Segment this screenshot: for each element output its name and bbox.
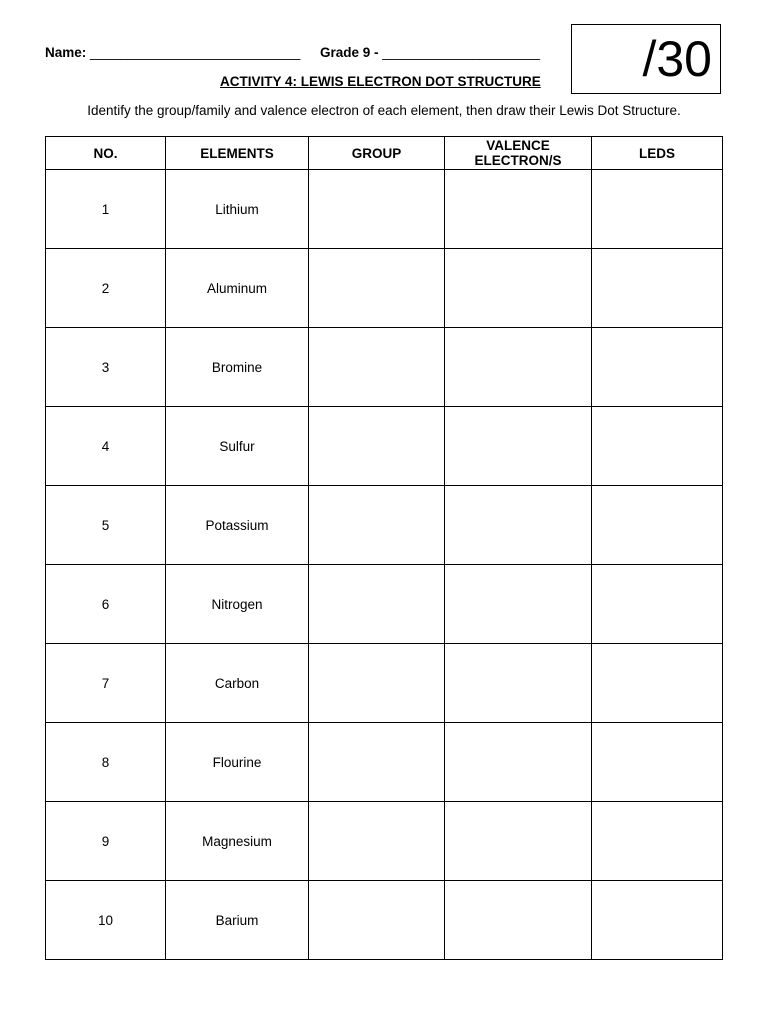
cell-element: Sulfur xyxy=(166,407,309,486)
cell-no: 8 xyxy=(46,723,166,802)
table-row xyxy=(46,802,723,881)
cell-leds[interactable] xyxy=(592,802,723,881)
cell-no: 4 xyxy=(46,407,166,486)
cell-element: Flourine xyxy=(166,723,309,802)
cell-leds[interactable] xyxy=(592,407,723,486)
activity-title: ACTIVITY 4: LEWIS ELECTRON DOT STRUCTURE xyxy=(220,74,541,89)
table-row xyxy=(46,249,723,328)
cell-group[interactable] xyxy=(309,565,445,644)
cell-leds[interactable] xyxy=(592,249,723,328)
table-row xyxy=(46,565,723,644)
cell-element: Lithium xyxy=(166,170,309,249)
cell-group[interactable] xyxy=(309,407,445,486)
cell-no: 2 xyxy=(46,249,166,328)
table-header-row xyxy=(46,137,723,170)
cell-leds[interactable] xyxy=(592,486,723,565)
instructions: Identify the group/family and valence electron of each element, then draw their Lewis Dot Structure. xyxy=(87,103,681,118)
elements-table xyxy=(45,136,723,960)
column-header-group: GROUP xyxy=(309,137,445,170)
cell-valence[interactable] xyxy=(445,170,592,249)
cell-valence[interactable] xyxy=(445,881,592,960)
cell-valence[interactable] xyxy=(445,486,592,565)
column-header-no: NO. xyxy=(46,137,166,170)
table-row xyxy=(46,170,723,249)
table-row xyxy=(46,723,723,802)
cell-group[interactable] xyxy=(309,486,445,565)
cell-group[interactable] xyxy=(309,328,445,407)
cell-no: 5 xyxy=(46,486,166,565)
column-header-valence: VALENCE ELECTRON/S xyxy=(445,137,592,170)
cell-element: Aluminum xyxy=(166,249,309,328)
column-header-elements: ELEMENTS xyxy=(166,137,309,170)
cell-group[interactable] xyxy=(309,881,445,960)
table-row xyxy=(46,407,723,486)
cell-valence[interactable] xyxy=(445,328,592,407)
cell-valence[interactable] xyxy=(445,723,592,802)
score-total: /30 xyxy=(642,31,712,87)
name-field[interactable] xyxy=(45,45,300,60)
table-row xyxy=(46,328,723,407)
cell-element: Bromine xyxy=(166,328,309,407)
cell-leds[interactable] xyxy=(592,328,723,407)
cell-leds[interactable] xyxy=(592,881,723,960)
cell-element: Barium xyxy=(166,881,309,960)
cell-element: Potassium xyxy=(166,486,309,565)
cell-valence[interactable] xyxy=(445,407,592,486)
cell-no: 7 xyxy=(46,644,166,723)
grade-blank[interactable]: _____________________ xyxy=(382,45,540,60)
score-box xyxy=(571,24,721,94)
cell-no: 9 xyxy=(46,802,166,881)
cell-no: 1 xyxy=(46,170,166,249)
cell-no: 3 xyxy=(46,328,166,407)
cell-leds[interactable] xyxy=(592,723,723,802)
cell-leds[interactable] xyxy=(592,170,723,249)
cell-valence[interactable] xyxy=(445,644,592,723)
cell-group[interactable] xyxy=(309,802,445,881)
table-row xyxy=(46,644,723,723)
cell-leds[interactable] xyxy=(592,565,723,644)
name-blank[interactable]: ____________________________ xyxy=(90,45,301,60)
grade-label: Grade 9 - xyxy=(320,45,379,60)
name-label: Name: xyxy=(45,45,87,60)
cell-group[interactable] xyxy=(309,170,445,249)
cell-no: 6 xyxy=(46,565,166,644)
cell-no: 10 xyxy=(46,881,166,960)
cell-valence[interactable] xyxy=(445,802,592,881)
table-row xyxy=(46,486,723,565)
column-header-leds: LEDS xyxy=(592,137,723,170)
grade-field[interactable] xyxy=(320,45,540,60)
table-row xyxy=(46,881,723,960)
cell-group[interactable] xyxy=(309,249,445,328)
cell-element: Magnesium xyxy=(166,802,309,881)
cell-valence[interactable] xyxy=(445,565,592,644)
cell-leds[interactable] xyxy=(592,644,723,723)
cell-group[interactable] xyxy=(309,723,445,802)
cell-valence[interactable] xyxy=(445,249,592,328)
cell-element: Carbon xyxy=(166,644,309,723)
cell-group[interactable] xyxy=(309,644,445,723)
cell-element: Nitrogen xyxy=(166,565,309,644)
